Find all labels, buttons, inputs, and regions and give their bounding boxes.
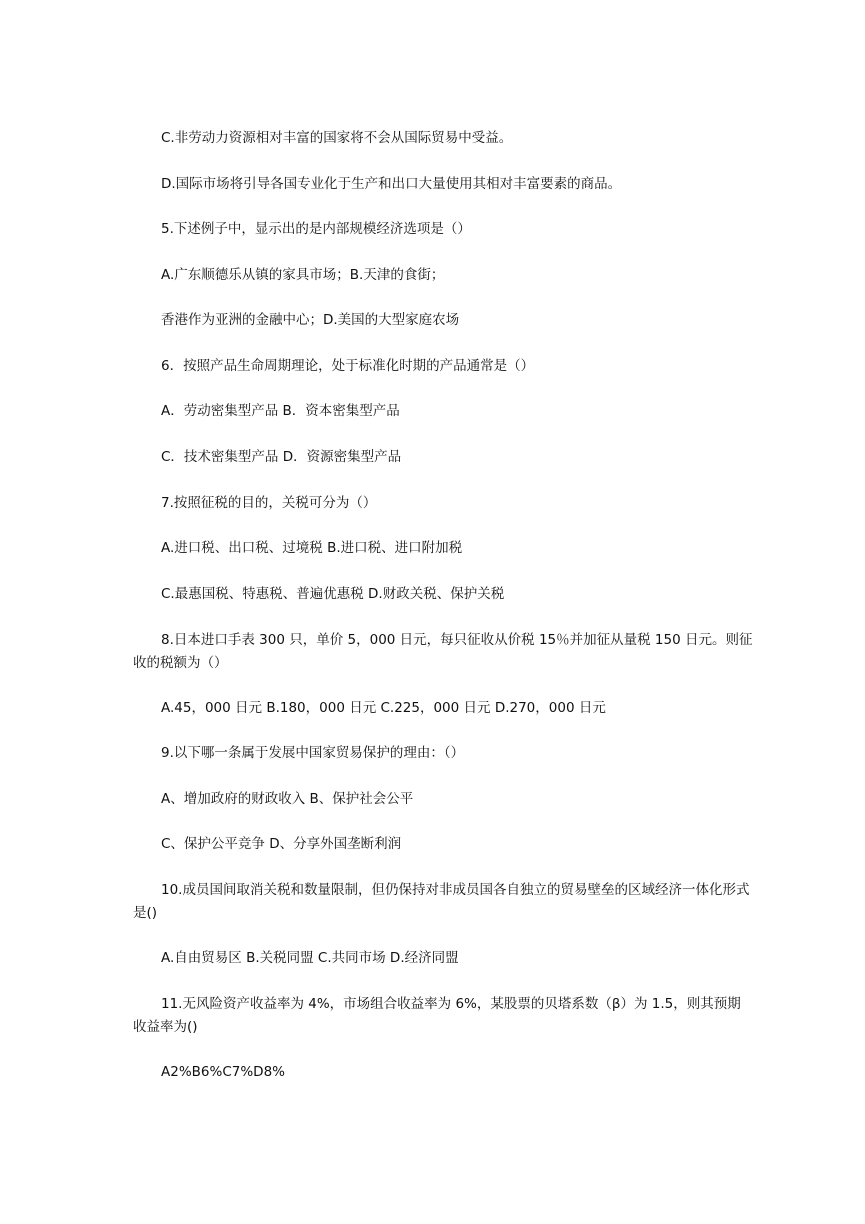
question-9: 9.以下哪一条属于发展中国家贸易保护的理由：（） xyxy=(161,745,465,761)
options-q11: A2%B6%C7%D8% xyxy=(161,1064,285,1080)
options-q9-line2: C、保护公平竞争 D、分享外国垄断利润 xyxy=(161,836,402,852)
option-d-q4: D.国际市场将引导各国专业化于生产和出口大量使用其相对丰富要素的商品。 xyxy=(161,176,622,192)
question-5: 5.下述例子中，显示出的是内部规模经济选项是（） xyxy=(161,221,471,237)
options-q9-line1: A、增加政府的财政收入 B、保护社会公平 xyxy=(161,791,414,807)
question-11: 11.无风险资产收益率为 4%，市场组合收益率为 6%，某股票的贝塔系数（β）为 1.5，则其预期收益率为() xyxy=(133,996,741,1035)
options-q5-line2: 香港作为亚洲的金融中心；D.美国的大型家庭农场 xyxy=(161,312,460,328)
options-q6-line2: C．技术密集型产品 D．资源密集型产品 xyxy=(161,449,402,465)
options-q6-line1: A．劳动密集型产品 B．资本密集型产品 xyxy=(161,403,400,419)
question-6: 6．按照产品生命周期理论，处于标准化时期的产品通常是（） xyxy=(161,358,535,374)
question-10: 10.成员国间取消关税和数量限制，但仍保持对非成员国各自独立的贸易壁垒的区域经济一体化形式是() xyxy=(133,882,750,921)
option-c-q4: C.非劳动力资源相对丰富的国家将不会从国际贸易中受益。 xyxy=(161,130,513,146)
options-q10: A.自由贸易区 B.关税同盟 C.共同市场 D.经济同盟 xyxy=(161,950,459,966)
question-8: 8.日本进口手表 300 只，单价 5，000 日元，每只征收从价税 15％并加征从量税 150 日元。则征收的税额为（） xyxy=(133,632,753,671)
options-q7-line2: C.最惠国税、特惠税、普遍优惠税 D.财政关税、保护关税 xyxy=(161,586,505,602)
options-q8: A.45，000 日元 B.180，000 日元 C.225，000 日元 D.270，000 日元 xyxy=(161,700,606,716)
question-7: 7.按照征税的目的，关税可分为（） xyxy=(161,495,377,511)
options-q5-line1: A.广东顺德乐从镇的家具市场；B.天津的食街； xyxy=(161,267,445,283)
options-q7-line1: A.进口税、出口税、过境税 B.进口税、进口附加税 xyxy=(161,540,463,556)
